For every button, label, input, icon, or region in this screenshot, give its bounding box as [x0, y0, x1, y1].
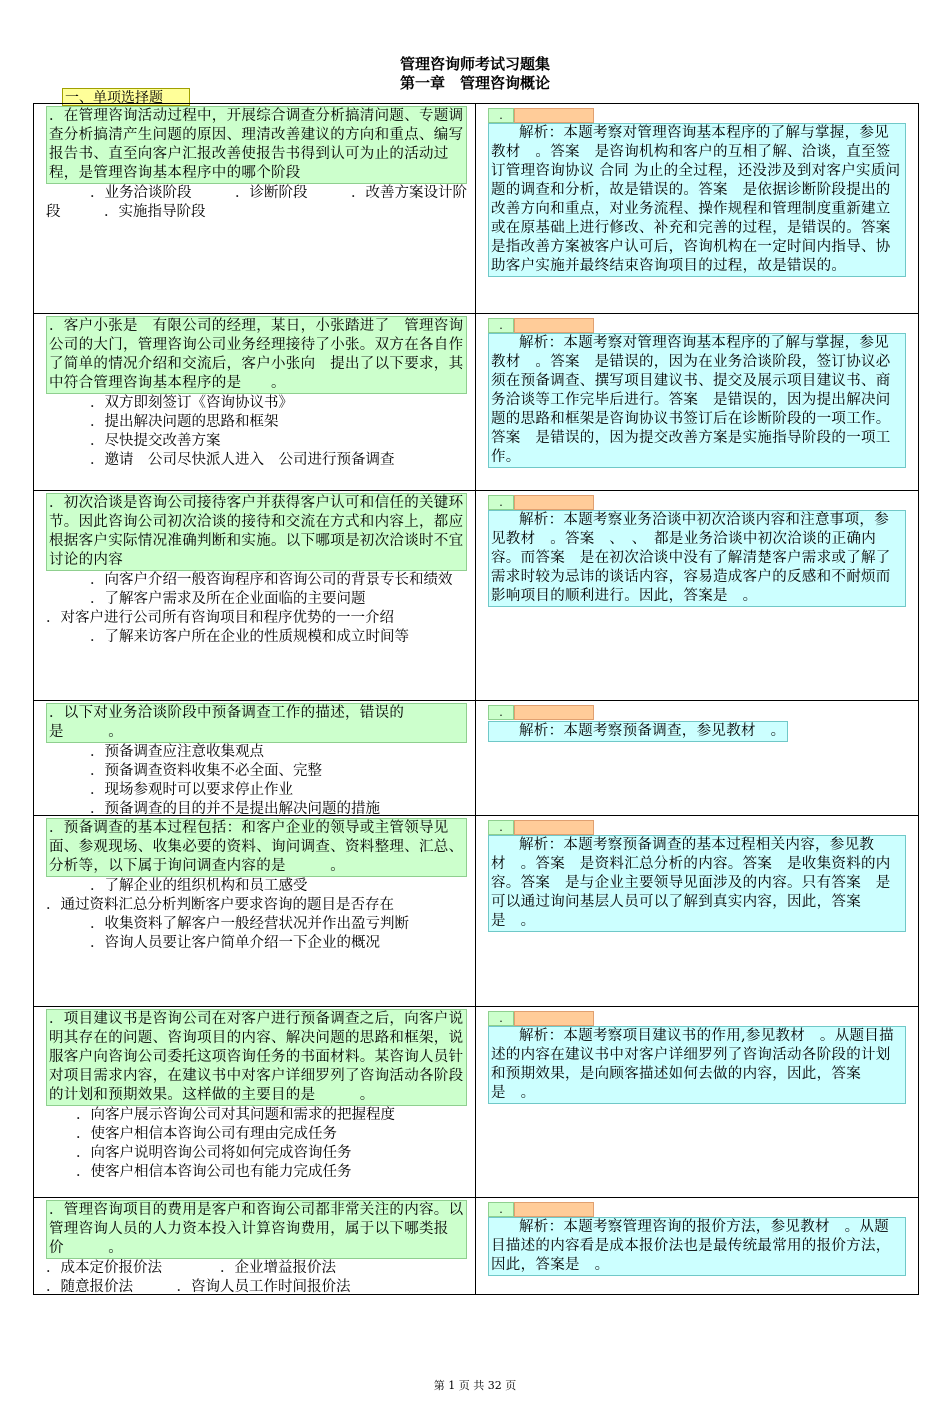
analysis-text: 解析：本题考察预备调查的基本过程相关内容，参见教材 。答案 是资料汇总分析的内容。答案 是收集资料的内容。答案 是与企业主要领导见面涉及的内容。只有答案 是可以通过询问基层人员可以了解到真实内容，因此，答案是 。: [488, 835, 906, 932]
question-text: ．客户小张是 有限公司的经理，某日，小张踏进了 管理咨询公司的大门，管理咨询公司业务经理接待了小张。双方在各自作了简单的情况介绍和交流后，客户小张向 提出了以下要求，其中符合管理咨询基本程序的是 。: [46, 316, 467, 394]
answer-cell: [476, 491, 918, 700]
section-label: 一、单项选择题: [62, 88, 190, 106]
answer-tag: [488, 318, 906, 333]
answer-tag: [488, 820, 906, 835]
option-line: ．现场参观时可以要求停止作业: [90, 782, 293, 798]
options-list: [46, 394, 467, 470]
table-row: [34, 104, 918, 314]
question-cell: [34, 701, 476, 815]
question-cell: [34, 816, 476, 1006]
answer-tag: [488, 1202, 906, 1217]
analysis-text: 解析：本题考察对管理咨询基本程序的了解与掌握，参见教材 。答案 是错误的，因为在业务洽谈阶段，签订协议必须在预备调查、撰写项目建议书、提交及展示项目建议书、商务洽谈等工作完毕后进行。答案 是错误的，因为提出解决问题的思路和框架是咨询协议书签订后在诊断阶段的一项工作。答案 是错误的，因为提交改善方案是实施指导阶段的一项工作。: [488, 333, 906, 468]
options-list: [46, 1259, 467, 1294]
option-line: ．向客户说明咨询公司将如何完成咨询任务: [76, 1145, 352, 1161]
options-list: [46, 184, 467, 222]
option-line: ．了解客户需求及所在企业面临的主要问题: [90, 591, 366, 607]
option-line: ．向客户介绍一般咨询程序和咨询公司的背景专长和绩效: [90, 572, 453, 588]
question-text: ．管理咨询项目的费用是客户和咨询公司都非常关注的内容。以管理咨询人员的人力资本投入计算咨询费用，属于以下哪类报价 。: [46, 1200, 467, 1259]
answer-highlight: [514, 318, 594, 333]
answer-marker: .: [488, 495, 514, 510]
answer-tag: [488, 108, 906, 123]
question-text: ．预备调查的基本过程包括：和客户企业的领导或主管领导见面、参观现场、收集必要的资料、询问调查、资料整理、汇总、分析等，以下属于询问调查内容的是 。: [46, 818, 467, 877]
option-line: ．业务洽谈阶段 ．诊断阶段 ．改善方案设计阶段 ．实施指导阶段: [46, 185, 467, 220]
answer-cell: [476, 701, 918, 815]
answer-cell: [476, 314, 918, 490]
answer-tag: [488, 1011, 906, 1026]
option-line: ．对客户进行公司所有咨询项目和程序优势的一一介绍: [46, 610, 394, 626]
table-row: [34, 314, 918, 491]
answer-marker: .: [488, 705, 514, 720]
options-list: [46, 743, 467, 815]
answer-cell: [476, 1007, 918, 1197]
question-cell: [34, 1007, 476, 1197]
option-line: ．随意报价法 ．咨询人员工作时间报价法: [46, 1279, 351, 1294]
answer-cell: [476, 1198, 918, 1294]
table-row: [34, 701, 918, 816]
option-line: ．使客户相信本咨询公司有理由完成任务: [76, 1126, 337, 1142]
document-title: 管理咨询师考试习题集: [399, 55, 550, 73]
question-cell: [34, 104, 476, 313]
option-line: ．了解企业的组织机构和员工感受: [90, 878, 308, 894]
answer-highlight: [514, 705, 594, 720]
answer-highlight: [514, 1202, 594, 1217]
page-footer: 第 1 页 共 32 页: [433, 1379, 517, 1392]
analysis-text: 解析：本题考察对管理咨询基本程序的了解与掌握，参见教材 。答案 是咨询机构和客户的互相了解、洽谈，直至签订管理咨询协议 合同 为止的全过程，还没涉及到对客户实质问题的调查和分析，故是错误的。答案 是依据诊断阶段提出的改善方向和重点，对业务流程、操作规程和管理制度重新建立或在原基础上进行修改、补充和完善的过程，是错误的。答案 是指改善方案被客户认可后，咨询机构在一定时间内指导、协助客户实施并最终结束咨询项目的过程，故是错误的。: [488, 123, 906, 277]
option-line: ．了解来访客户所在企业的性质规模和成立时间等: [90, 629, 409, 645]
question-text: ．在管理咨询活动过程中，开展综合调查分析搞清问题、专题调查分析搞清产生问题的原因、理清改善建议的方向和重点、编写报告书、直至向客户汇报改善使报告书得到认可为止的活动过程，是管理咨询基本程序中的哪个阶段: [46, 106, 467, 184]
option-line: ．双方即刻签订《咨询协议书》: [90, 395, 293, 411]
question-cell: [34, 1198, 476, 1294]
option-line: ．尽快提交改善方案: [90, 433, 221, 449]
answer-tag: [488, 705, 906, 720]
options-list: [46, 877, 467, 953]
option-line: ．预备调查应注意收集观点: [90, 744, 264, 760]
answer-marker: .: [488, 108, 514, 123]
question-text: ．以下对业务洽谈阶段中预备调查工作的描述，错误的是 。: [46, 703, 467, 743]
analysis-text: 解析：本题考察管理咨询的报价方法，参见教材 。从题目描述的内容看是成本报价法也是最传统最常用的报价方法，因此，答案是 。: [488, 1217, 906, 1276]
option-line: ．提出解决问题的思路和框架: [90, 414, 279, 430]
answer-marker: .: [488, 1202, 514, 1217]
option-line: ．咨询人员要让客户简单介绍一下企业的概况: [90, 935, 380, 951]
option-line: ．邀请 公司尽快派人进入 公司进行预备调查: [90, 452, 395, 468]
answer-highlight: [514, 495, 594, 510]
option-line: ．预备调查资料收集不必全面、完整: [90, 763, 322, 779]
question-cell: [34, 314, 476, 490]
answer-marker: .: [488, 318, 514, 333]
question-table: [33, 103, 919, 1295]
option-line: ．向客户展示咨询公司对其问题和需求的把握程度: [76, 1107, 395, 1123]
options-list: [46, 1106, 467, 1182]
answer-highlight: [514, 108, 594, 123]
option-line: ．使客户相信本咨询公司也有能力完成任务: [76, 1164, 352, 1180]
answer-marker: .: [488, 820, 514, 835]
analysis-text: 解析：本题考察项目建议书的作用,参见教材 。从题目描述的内容在建议书中对客户详细罗列了咨询活动各阶段的计划和预期效果，是向顾客描述如何去做的内容，因此，答案是 。: [488, 1026, 906, 1104]
table-row: [34, 816, 918, 1007]
table-row: [34, 1007, 918, 1198]
answer-cell: [476, 104, 918, 313]
analysis-text: 解析：本题考察预备调查，参见教材 。: [488, 721, 788, 742]
option-line: ．成本定价报价法 ．企业增益报价法: [46, 1260, 336, 1276]
option-line: ．通过资料汇总分析判断客户要求咨询的题目是否存在: [46, 897, 394, 913]
answer-tag: [488, 495, 906, 510]
answer-cell: [476, 816, 918, 1006]
question-cell: [34, 491, 476, 700]
question-text: ．初次洽谈是咨询公司接待客户并获得客户认可和信任的关键环节。因此咨询公司初次洽谈的接待和交流在方式和内容上，都应根据客户实际情况准确判断和实施。以下哪项是初次洽谈时不宜讨论的内容: [46, 493, 467, 571]
answer-marker: .: [488, 1011, 514, 1026]
question-text: ．项目建议书是咨询公司在对客户进行预备调查之后，向客户说明其存在的问题、咨询项目的内容、解决问题的思路和框架，说服客户向咨询公司委托这项咨询任务的书面材料。某咨询人员针对项目需求内容，在建议书中对客户详细罗列了咨询活动各阶段的计划和预期效果。这样做的主要目的是 。: [46, 1009, 467, 1106]
analysis-text: 解析：本题考察业务洽谈中初次洽谈内容和注意事项，参见教材 。答案 、 、 都是业务洽谈中初次洽谈的正确内容。而答案 是在初次洽谈中没有了解清楚客户需求或了解了需求时较为忌讳的谈话内容，容易造成客户的反感和不耐烦而影响项目的顺利进行。因此，答案是 。: [488, 510, 906, 607]
option-line: ．预备调查的目的并不是提出解决问题的措施: [90, 801, 380, 815]
option-line: ．收集资料了解客户一般经营状况并作出盈亏判断: [90, 916, 409, 932]
table-row: [34, 491, 918, 701]
chapter-title: 第一章 管理咨询概论: [399, 74, 550, 92]
options-list: [46, 571, 467, 647]
answer-highlight: [514, 1011, 594, 1026]
table-row: [34, 1198, 918, 1294]
answer-highlight: [514, 820, 594, 835]
